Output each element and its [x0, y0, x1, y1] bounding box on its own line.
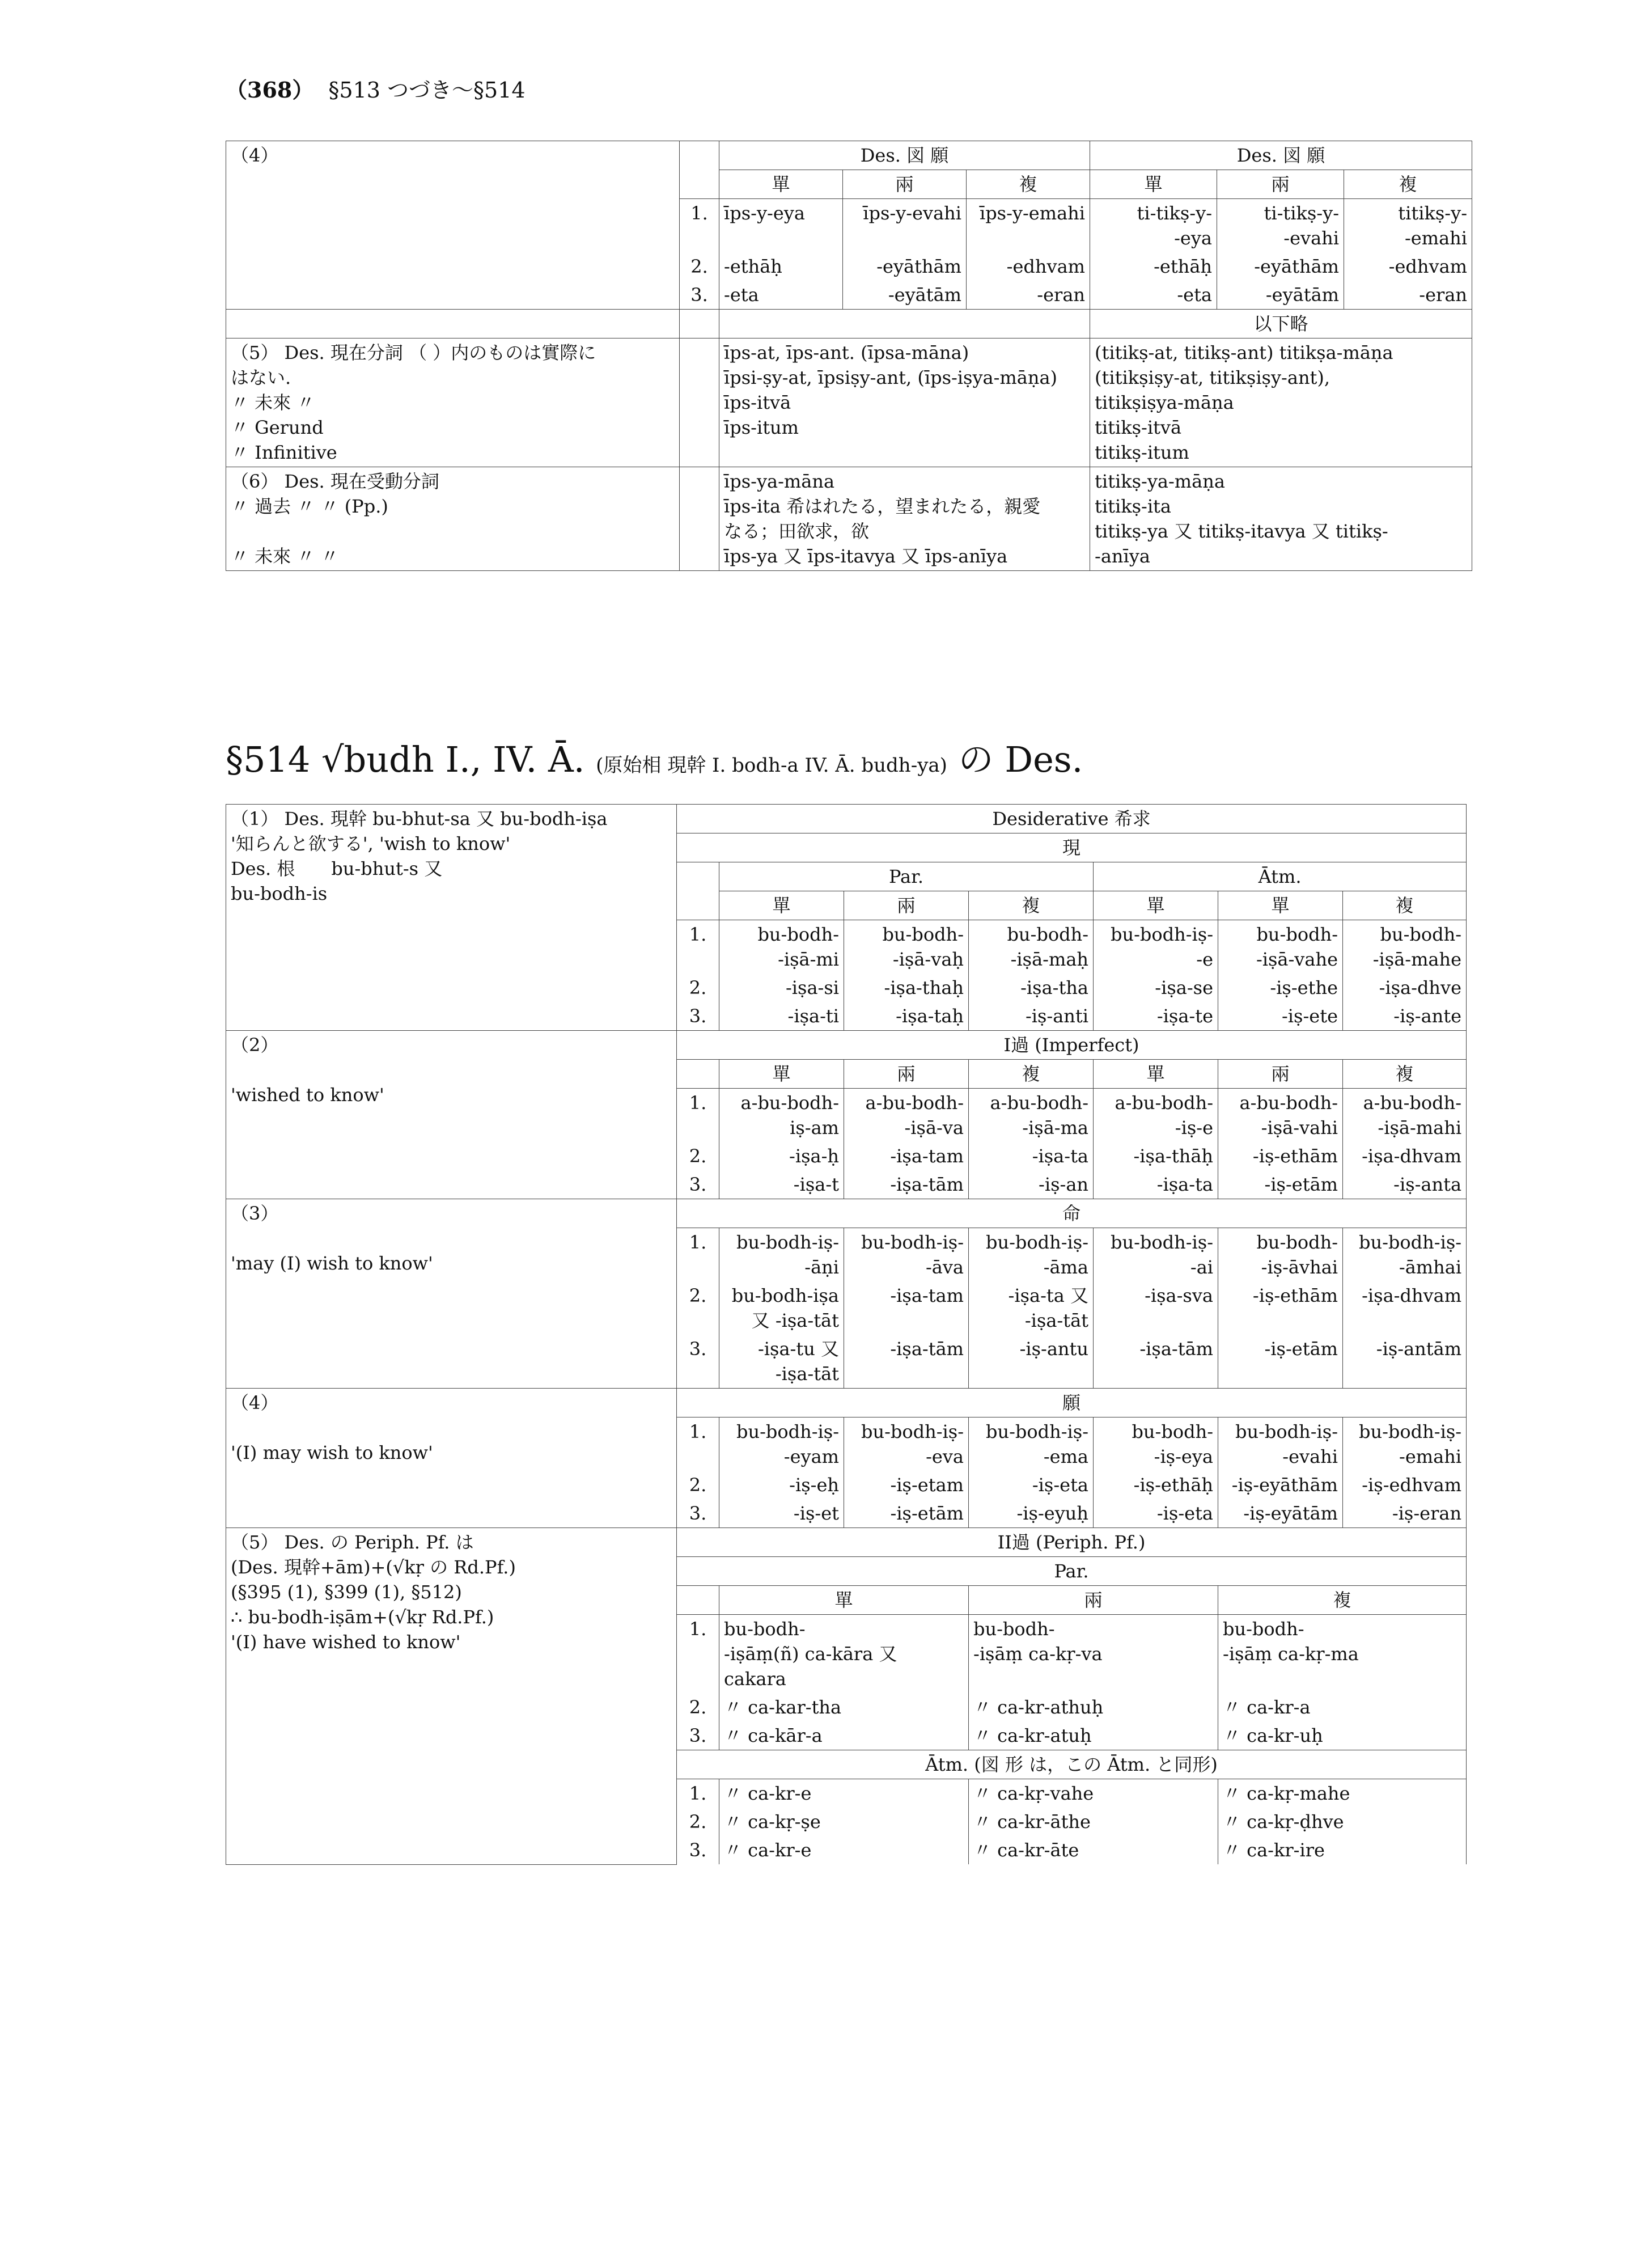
section-header: Ātm. (図 形 は，この Ātm. と同形): [677, 1750, 1467, 1779]
table-cell: -iṣa-tām: [844, 1170, 969, 1199]
table-cell: Par.: [719, 862, 1094, 891]
section-header: Desiderative 希求: [677, 805, 1467, 833]
table-cell: a-bu-bodh- -iṣā-ma: [969, 1089, 1094, 1143]
column-header: 兩: [1217, 170, 1344, 199]
table-cell: -iṣ-et: [719, 1499, 844, 1528]
table-cell: -iṣ-ethām: [1218, 1142, 1343, 1170]
table-cell: 〃 ca-kar-tha: [719, 1693, 969, 1721]
section-header: 命: [677, 1199, 1467, 1228]
table-cell: īps-ya-māna īps-ita 希はれたる，望まれたる，親愛 なる；田欲求，欲 īps-ya 又 īps-itavya 又 īps-anīya: [719, 467, 1090, 571]
table-cell: -iṣa-se: [1094, 974, 1218, 1002]
column-header: 複: [1343, 1060, 1467, 1089]
column-header: Des. 図 願: [1090, 141, 1472, 170]
table-cell: -iṣa-sva: [1094, 1281, 1218, 1335]
table-cell: bu-bodh-iṣ- -ai: [1094, 1228, 1218, 1282]
table-cell: 3.: [680, 281, 719, 310]
table-cell: 3.: [677, 1335, 719, 1389]
column-header: 單: [1090, 170, 1217, 199]
table-cell: -iṣa-ta: [1094, 1170, 1218, 1199]
table-cell: bu-bodh- -iṣā-mahe: [1343, 920, 1467, 974]
table-cell: bu-bodh- -iṣā-mi: [719, 920, 844, 974]
table-cell: -iṣ-eyāthām: [1218, 1471, 1343, 1499]
table-cell: 〃 ca-kṛ-ḍhve: [1218, 1808, 1467, 1836]
table-cell: -eran: [1344, 281, 1472, 310]
table-cell: -iṣa-dhvam: [1343, 1142, 1467, 1170]
table-cell: -iṣa-ti: [719, 1002, 844, 1031]
table-cell: a-bu-bodh- -iṣā-mahi: [1343, 1089, 1467, 1143]
table-cell: 〃 ca-kr-e: [719, 1836, 969, 1864]
table-cell: bu-bodh- -iṣāṃ ca-kṛ-ma: [1218, 1615, 1467, 1694]
table-cell: bu-bodh- -iṣ-āvhai: [1218, 1228, 1343, 1282]
table-cell: -iṣa-dhvam: [1343, 1281, 1467, 1335]
table-cell: 1.: [677, 1089, 719, 1143]
table-cell: 〃 ca-kr-āthe: [969, 1808, 1218, 1836]
table-cell: [677, 1060, 719, 1089]
column-header: 單: [719, 1060, 844, 1089]
table-cell: -iṣa-tha: [969, 974, 1094, 1002]
table-cell: 1.: [677, 1417, 719, 1471]
table-cell: a-bu-bodh- -iṣā-va: [844, 1089, 969, 1143]
table-cell: [680, 467, 719, 571]
table-cell: 1.: [677, 1228, 719, 1282]
table-cell: 3.: [677, 1170, 719, 1199]
table-cell: 2.: [677, 1693, 719, 1721]
table-cell: [680, 141, 719, 199]
table-cell: -iṣa-thaḥ: [844, 974, 969, 1002]
column-header: 複: [1344, 170, 1472, 199]
table-cell: -iṣ-etām: [844, 1499, 969, 1528]
row-label: （5） Des. 現在分詞 （ ）内のものは實際に はない. 〃 未來 〃 〃 Gerund 〃 Infinitive: [226, 338, 680, 467]
table-cell: -eta: [1090, 281, 1217, 310]
table-row: [226, 467, 1472, 571]
table-cell: 〃 ca-kr-uḥ: [1218, 1721, 1467, 1750]
table-cell: [677, 862, 719, 920]
column-header: Des. 図 願: [719, 141, 1090, 170]
table-cell: -iṣ-ethām: [1218, 1281, 1343, 1335]
table-cell: bu-bodh- -iṣāṃ ca-kṛ-va: [969, 1615, 1218, 1694]
table-cell: 1.: [677, 920, 719, 974]
table-cell: 2.: [677, 1142, 719, 1170]
row-label: （4） '(I) may wish to know': [226, 1389, 677, 1528]
table-cell: -iṣ-ete: [1218, 1002, 1343, 1031]
column-header: 複: [1343, 891, 1467, 920]
table-cell: -iṣ-etām: [1218, 1170, 1343, 1199]
table-cell: Ātm.: [1094, 862, 1467, 891]
table-cell: a-bu-bodh- -iṣ-e: [1094, 1089, 1218, 1143]
table-cell: -eyātām: [1217, 281, 1344, 310]
table-cell: 1.: [677, 1615, 719, 1694]
table-cell: ti-tikṣ-y- -eya: [1090, 199, 1217, 253]
table-cell: -iṣ-anti: [969, 1002, 1094, 1031]
table-cell: 〃 ca-kr-ire: [1218, 1836, 1467, 1864]
table-cell: -iṣ-eta: [969, 1471, 1094, 1499]
row-label: （6） Des. 現在受動分詞 〃 過去 〃 〃 (Pp.) 〃 未來 〃 〃: [226, 467, 680, 571]
table-cell: 〃 ca-kr-a: [1218, 1693, 1467, 1721]
table-cell: a-bu-bodh- iṣ-am: [719, 1089, 844, 1143]
table-cell: [680, 338, 719, 467]
table-cell: 2.: [677, 974, 719, 1002]
table-cell: -iṣa-ta: [969, 1142, 1094, 1170]
table-cell: (titikṣ-at, titikṣ-ant) titikṣa-māṇa (titikṣiṣy-at, titikṣiṣy-ant), titikṣiṣya-māṇa titikṣ-itvā titikṣ-itum: [1090, 338, 1472, 467]
row-label: （4）: [226, 141, 680, 310]
column-header: 兩: [1218, 1060, 1343, 1089]
table-cell: bu-bodh-iṣ- -āma: [969, 1228, 1094, 1282]
table-cell: bu-bodh-iṣa 又 -iṣa-tāt: [719, 1281, 844, 1335]
table-cell: [719, 310, 1090, 338]
row-label: （2） 'wished to know': [226, 1031, 677, 1199]
table-cell: titikṣ-ya-māṇa titikṣ-ita titikṣ-ya 又 titikṣ-itavya 又 titikṣ- -anīya: [1090, 467, 1472, 571]
column-header: 複: [1218, 1586, 1467, 1615]
table-row: [226, 1389, 1467, 1417]
section-514-title: §514 √budh I., IV. Ā. (原始相 現幹 I. bodh-a IV. Ā. budh-ya) の Des.: [226, 739, 1083, 780]
table-cell: -iṣ-antām: [1343, 1335, 1467, 1389]
table-cell: bu-bodh-iṣ- -eyam: [719, 1417, 844, 1471]
column-header: 單: [719, 891, 844, 920]
table-cell: -iṣ-eyuḥ: [969, 1499, 1094, 1528]
table-cell: -ethāḥ: [1090, 252, 1217, 281]
table-cell: bu-bodh-iṣ- -emahi: [1343, 1417, 1467, 1471]
table-cell: -iṣ-antu: [969, 1335, 1094, 1389]
table-cell: [677, 1586, 719, 1615]
table-cell: 3.: [677, 1499, 719, 1528]
page-header: [226, 73, 526, 104]
table-cell: 2.: [677, 1471, 719, 1499]
column-header: 單: [1218, 891, 1343, 920]
table-cell: 〃 ca-kṛ-ṣe: [719, 1808, 969, 1836]
column-header: 複: [967, 170, 1090, 199]
column-header: 兩: [844, 891, 969, 920]
table-cell: -iṣa-si: [719, 974, 844, 1002]
table-cell: īps-y-emahi: [967, 199, 1090, 253]
row-label: （1） Des. 現幹 bu-bhut-sa 又 bu-bodh-iṣa '知らんと欲する', 'wish to know' Des. 根 bu-bhut-s 又 bu-bodh-is: [226, 805, 677, 1031]
table-row: [226, 1199, 1467, 1228]
column-header: 兩: [844, 1060, 969, 1089]
table-cell: bu-bodh- -iṣāṃ(ñ) ca-kāra 又 cakara: [719, 1615, 969, 1694]
table-row: [226, 1031, 1467, 1060]
table-cell: īps-y-evahi: [843, 199, 967, 253]
table-cell: 2.: [677, 1808, 719, 1836]
table-cell: 〃 ca-kr-āte: [969, 1836, 1218, 1864]
table-cell: -iṣa-tām: [844, 1335, 969, 1389]
table-cell: -edhvam: [1344, 252, 1472, 281]
section-range: §513 つづき～§514: [328, 78, 526, 103]
table-cell: 2.: [677, 1281, 719, 1335]
table-cell: 1.: [680, 199, 719, 253]
table-cell: bu-bodh-iṣ- -āṇi: [719, 1228, 844, 1282]
table-cell: 3.: [677, 1836, 719, 1864]
row-label: （3） 'may (I) wish to know': [226, 1199, 677, 1389]
table-cell: -edhvam: [967, 252, 1090, 281]
table-cell: bu-bodh- -iṣā-vaḥ: [844, 920, 969, 974]
table-cell: bu-bodh- -iṣā-maḥ: [969, 920, 1094, 974]
column-header: 複: [969, 891, 1094, 920]
table-cell: [226, 310, 680, 338]
table-cell: 〃 ca-kr-atuḥ: [969, 1721, 1218, 1750]
table-row: [226, 1528, 1467, 1557]
table-cell: -iṣ-eta: [1094, 1499, 1218, 1528]
section-header: II過 (Periph. Pf.): [677, 1528, 1467, 1557]
table-cell: bu-bodh- -iṣā-vahe: [1218, 920, 1343, 974]
table-cell: bu-bodh-iṣ- -eva: [844, 1417, 969, 1471]
table-cell: -iṣ-edhvam: [1343, 1471, 1467, 1499]
column-header: 單: [719, 1586, 969, 1615]
table-514: [226, 804, 1467, 1865]
table-row: [226, 805, 1467, 833]
table-cell: -eran: [967, 281, 1090, 310]
table-cell: [680, 310, 719, 338]
table-cell: -iṣa-t: [719, 1170, 844, 1199]
table-cell: -eta: [719, 281, 843, 310]
table-cell: -iṣ-ethe: [1218, 974, 1343, 1002]
section-header: 願: [677, 1389, 1467, 1417]
row-label: （5） Des. の Periph. Pf. は (Des. 現幹+ām)+(√kṛ の Rd.Pf.) (§395 (1), §399 (1), §512) ∴ bu-bodh-iṣām+(√kṛ Rd.Pf.) '(I) have wished to know': [226, 1528, 677, 1865]
table-cell: -iṣa-ḥ: [719, 1142, 844, 1170]
table-row: [226, 141, 1472, 170]
column-header: 兩: [843, 170, 967, 199]
table-cell: -iṣa-taḥ: [844, 1002, 969, 1031]
table-cell: -iṣ-eḥ: [719, 1471, 844, 1499]
table-cell: 2.: [680, 252, 719, 281]
table-cell: bu-bodh-iṣ- -e: [1094, 920, 1218, 974]
table-cell: -iṣa-tu 又 -iṣa-tāt: [719, 1335, 844, 1389]
table-cell: -eyāthām: [1217, 252, 1344, 281]
table-513: [226, 141, 1472, 571]
table-cell: -iṣa-tam: [844, 1281, 969, 1335]
table-cell: -eyāthām: [843, 252, 967, 281]
table-row: [226, 338, 1472, 467]
table-cell: -eyātām: [843, 281, 967, 310]
table-cell: 1.: [677, 1779, 719, 1808]
section-header: 現: [677, 833, 1467, 862]
table-cell: 3.: [677, 1721, 719, 1750]
table-cell: Par.: [677, 1557, 1467, 1586]
table-cell: -iṣa-tām: [1094, 1335, 1218, 1389]
table-cell: titikṣ-y- -emahi: [1344, 199, 1472, 253]
omitted-note: 以下略: [1090, 310, 1472, 338]
table-cell: -iṣa-ta 又 -iṣa-tāt: [969, 1281, 1094, 1335]
column-header: 單: [1094, 891, 1218, 920]
section-header: I過 (Imperfect): [677, 1031, 1467, 1060]
table-cell: 〃 ca-kṛ-mahe: [1218, 1779, 1467, 1808]
table-cell: -iṣ-ethāḥ: [1094, 1471, 1218, 1499]
table-cell: -iṣa-thāḥ: [1094, 1142, 1218, 1170]
table-cell: -iṣ-an: [969, 1170, 1094, 1199]
table-cell: -iṣ-eyātām: [1218, 1499, 1343, 1528]
table-cell: 〃 ca-kr-e: [719, 1779, 969, 1808]
table-cell: -ethāḥ: [719, 252, 843, 281]
table-row: [226, 310, 1472, 338]
column-header: 複: [969, 1060, 1094, 1089]
table-cell: bu-bodh- -iṣ-eya: [1094, 1417, 1218, 1471]
table-cell: bu-bodh-iṣ- -āva: [844, 1228, 969, 1282]
table-cell: bu-bodh-iṣ- -āmhai: [1343, 1228, 1467, 1282]
table-cell: ti-tikṣ-y- -evahi: [1217, 199, 1344, 253]
table-cell: -iṣa-tam: [844, 1142, 969, 1170]
table-cell: a-bu-bodh- -iṣā-vahi: [1218, 1089, 1343, 1143]
table-cell: bu-bodh-iṣ- -evahi: [1218, 1417, 1343, 1471]
table-cell: -iṣa-dhve: [1343, 974, 1467, 1002]
table-cell: īps-y-eya: [719, 199, 843, 253]
column-header: 單: [1094, 1060, 1218, 1089]
table-cell: 3.: [677, 1002, 719, 1031]
table-cell: 〃 ca-kṛ-vahe: [969, 1779, 1218, 1808]
table-cell: -iṣ-anta: [1343, 1170, 1467, 1199]
table-cell: bu-bodh-iṣ- -ema: [969, 1417, 1094, 1471]
table-cell: -iṣa-te: [1094, 1002, 1218, 1031]
table-cell: 〃 ca-kr-athuḥ: [969, 1693, 1218, 1721]
table-cell: 〃 ca-kār-a: [719, 1721, 969, 1750]
table-cell: -iṣ-etām: [1218, 1335, 1343, 1389]
table-cell: -iṣ-ante: [1343, 1002, 1467, 1031]
table-cell: īps-at, īps-ant. (īpsa-māna) īpsi-ṣy-at, īpsiṣy-ant, (īps-iṣya-māṇa) īps-itvā īps-itum: [719, 338, 1090, 467]
column-header: 兩: [969, 1586, 1218, 1615]
page-number: （368）: [226, 77, 314, 103]
column-header: 單: [719, 170, 843, 199]
table-cell: -iṣ-eran: [1343, 1499, 1467, 1528]
table-cell: -iṣ-etam: [844, 1471, 969, 1499]
